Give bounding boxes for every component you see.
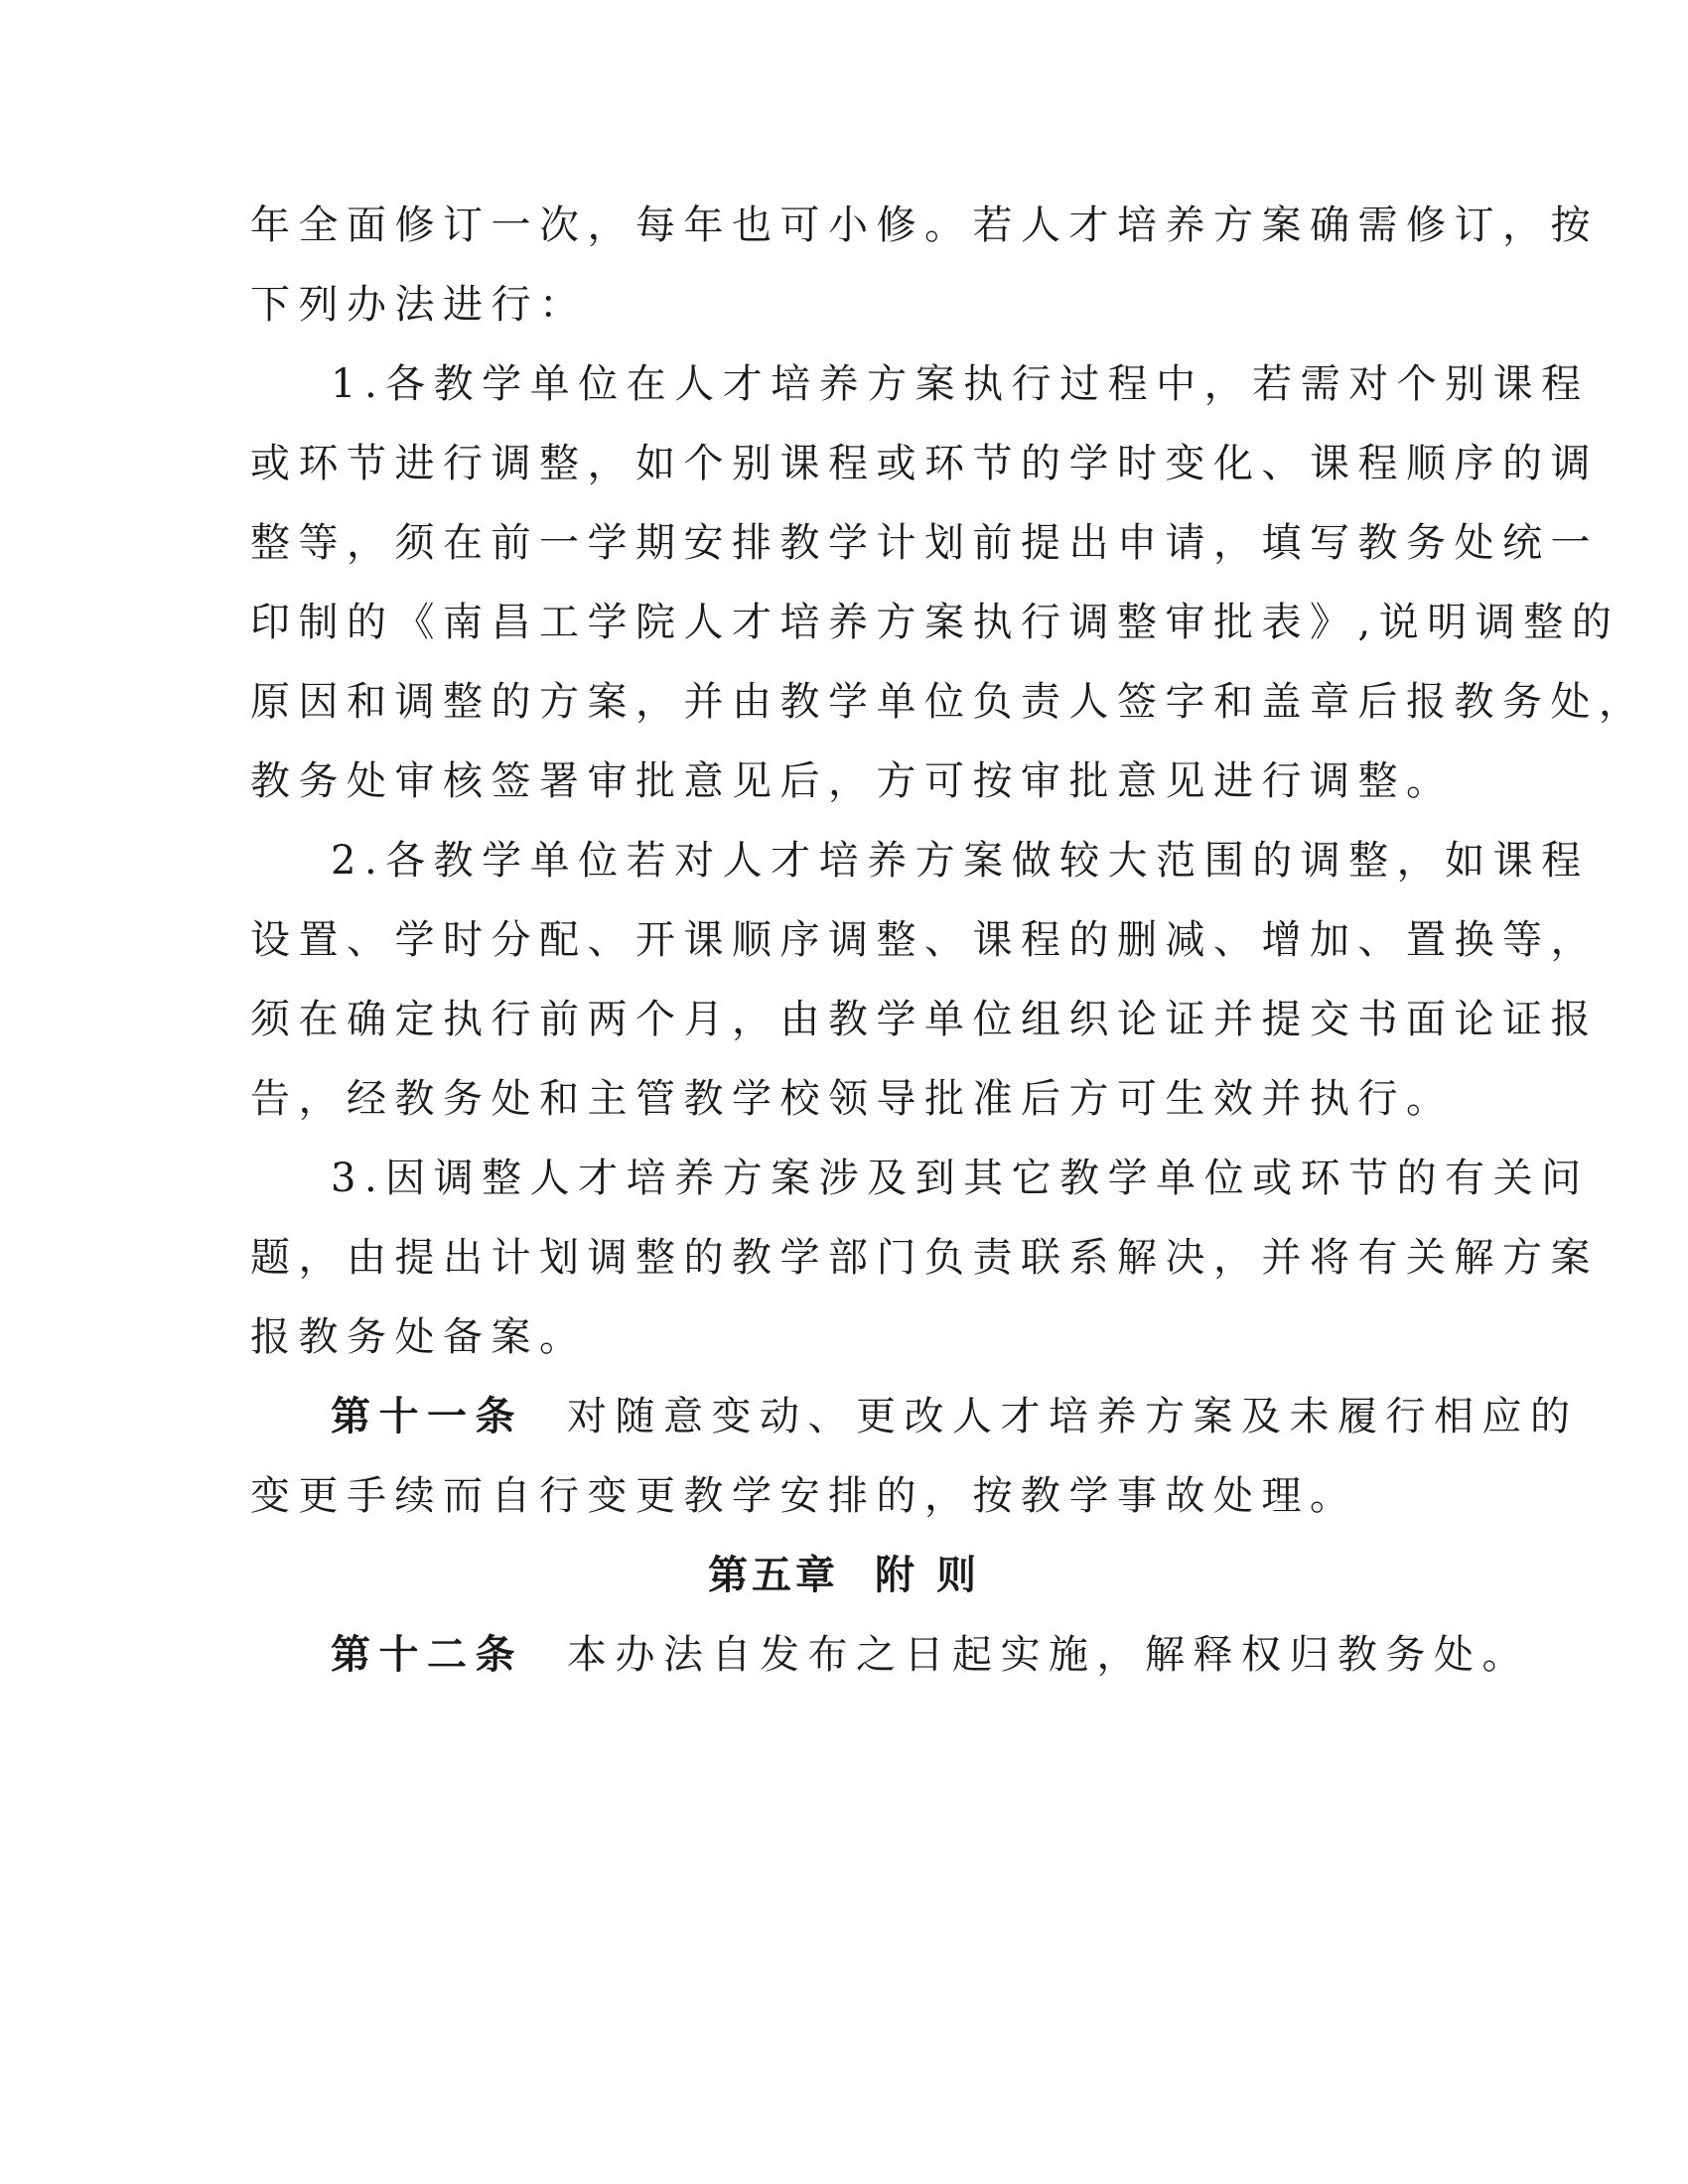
item-1-line-3: 整等，须在前一学期安排教学计划前提出申请，填写教务处统一	[250, 520, 1599, 566]
item-3-line-1: 3.因调整人才培养方案涉及到其它教学单位或环节的有关问	[331, 1156, 1590, 1201]
item-3-line-3: 报教务处备案。	[250, 1314, 588, 1360]
chapter-5-heading	[0, 1548, 1688, 1603]
item-3-line-2: 题，由提出计划调整的教学部门负责联系解决，并将有关解方案	[250, 1235, 1599, 1281]
article-11-line-2: 变更手续而自行变更教学安排的，按教学事故处理。	[250, 1473, 1358, 1519]
item-1-line-1: 1.各教学单位在人才培养方案执行过程中，若需对个别课程	[331, 361, 1590, 407]
item-1-line-4: 印制的《南昌工学院人才培养方案执行调整审批表》,说明调整的	[250, 600, 1620, 645]
article-11-label: 第十一条	[331, 1393, 523, 1439]
item-2-line-3: 须在确定执行前两个月，由教学单位组织论证并提交书面论证报	[250, 997, 1599, 1042]
item-2-line-1: 2.各教学单位若对人才培养方案做较大范围的调整，如课程	[331, 838, 1590, 884]
article-12-label: 第十二条	[331, 1631, 523, 1678]
article-12-text: 本办法自发布之日起实施，解释权归教务处。	[567, 1632, 1530, 1678]
article-11-line-1	[331, 1389, 1579, 1444]
item-2-line-2: 设置、学时分配、开课顺序调整、课程的删减、增加、置换等，	[250, 917, 1599, 963]
chapter-5-number: 第五章	[708, 1552, 840, 1598]
item-1-line-6: 教务处审核签署审批意见后，方可按审批意见进行调整。	[250, 758, 1455, 804]
body-line-2: 下列办法进行：	[250, 282, 588, 328]
item-1-line-5: 原因和调整的方案，并由教学单位负责人签字和盖章后报教务处，	[250, 679, 1647, 725]
article-11-text-1: 对随意变动、更改人才培养方案及未履行相应的	[567, 1394, 1579, 1439]
item-2-line-4: 告，经教务处和主管教学校领导批准后方可生效并执行。	[250, 1076, 1455, 1122]
article-12-line	[331, 1627, 1530, 1683]
chapter-5-title: 附 则	[875, 1552, 980, 1598]
body-line-1: 年全面修订一次，每年也可小修。若人才培养方案确需修订，按	[250, 203, 1599, 248]
item-1-line-2: 或环节进行调整，如个别课程或环节的学时变化、课程顺序的调	[250, 441, 1599, 486]
